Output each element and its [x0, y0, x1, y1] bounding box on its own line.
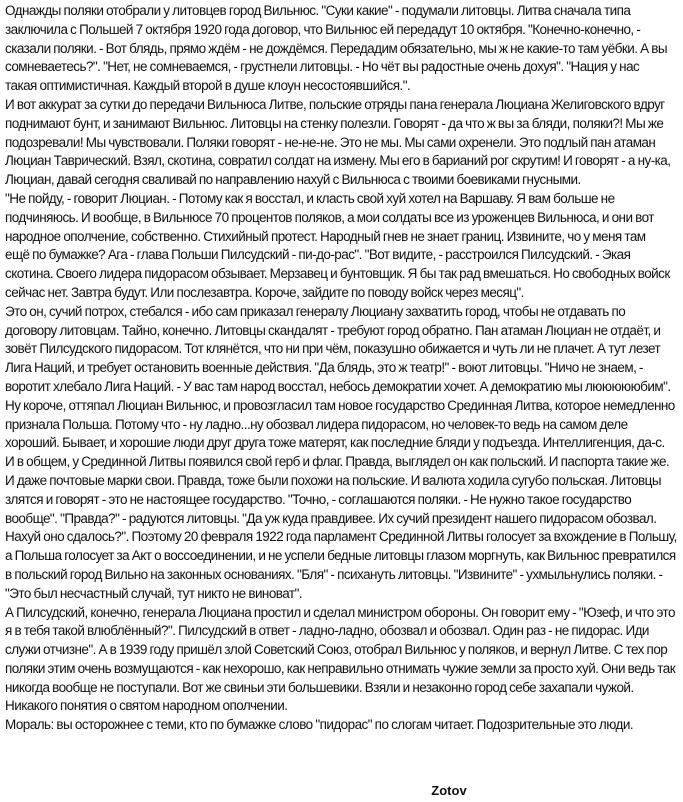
text-line: Лига Наций, и требует остановить военные действия. "Да блядь, это ж театр!" - воют литовцы. "Ничо не знаем, - [5, 360, 643, 376]
text-line: договору литовцам. Тайно, конечно. Литовцы скандалят - требуют город обратно. Пан атаман Люциан не отдаёт, и [5, 322, 661, 338]
text-line: Никакого понятия о святом народном ополчении. [5, 698, 288, 714]
text-line: Нахуй оно сдалось?". Поэтому 20 февраля 1922 года парламент Срединной Литвы голосует за вхождение в Польшу, [5, 529, 677, 545]
text-line: Люциан, давай сегодня сваливай по направлению нахуй с Вильнюса с твоими боевиками гнусными. [5, 172, 581, 188]
text-line: И даже почтовые марки свои. Правда, тоже были похожи на польские. И валюта ходила сугубо польская. Литовцы [5, 472, 661, 488]
text-line: Это он, сучий потрох, стебался - ибо сам приказал генералу Люциану захватить город, чтобы не отдавать по [5, 303, 626, 319]
text-line: я в тебя такой влюблённый?". Пилсудский в ответ - ладно-ладно, обозвал и обозвал. Один раз - не пидорас. Иди [5, 623, 649, 639]
text-line: скотина. Своего лидера пидорасом обзывает. Мерзавец и бунтовщик. Я бы так рад вмешаться. Но свободных войск [5, 266, 670, 282]
text-line: И вот аккурат за сутки до передачи Вильнюса Литве, польские отряды пана генерала Люциана Желиговского вдруг [5, 96, 665, 112]
text-line: подчиняюсь. И вообще, в Вильнюсе 70 процентов поляков, а мои солдаты все из уроженцев Вильнюса, и они вот [5, 209, 654, 225]
text-line: "Не пойду, - говорит Люциан. - Потому как я восстал, и класть свой хуй хотел на Варшаву. Я вам больше не [5, 190, 615, 206]
text-line: хороший. Бывает, и хорошие люди друг друга тоже матерят, как последние бляди у подъезда. Интеллигенция, да-с. [5, 435, 665, 451]
text-line: воротит хлебало Лига Наций. - У вас там народ восстал, небось демократии хочет. А демократию мы люююююбим". [5, 378, 671, 394]
text-line: вообще". "Правда?" - радуются литовцы. "Да уж куда правдивее. Их сучий президент нашего пидорасом обозвал. [5, 510, 657, 526]
text-line: сейчас нет. Завтра будут. Или послезавтра. Короче, зайдите по поводу войск через месяц". [5, 284, 524, 300]
text-line: "Это был несчастный случай, тут никто не виноват". [5, 585, 303, 601]
text-line: сомневаетесь?". "Нет, не сомневаемся, - грустнели литовцы. - Но чёт вы радостные очень дохуя". "Нация у нас [5, 59, 640, 75]
author-signature: Zotov [431, 783, 467, 798]
text-line: злятся и говорят - это не настоящее государство. "Точно, - соглашаются поляки. - Не нужно такое государство [5, 491, 632, 507]
text-line: народное ополчение, собственно. Стихийный протест. Народный гнев не знает границ. Извините, чо у меня там [5, 228, 646, 244]
text-line: служи отчизне". А в 1939 году пришёл злой Советский Союз, отобрал Вильнюс у поляков, и вернул Литве. С тех пор [5, 642, 668, 658]
text-line: поднимают бунт, и занимают Вильнюс. Литовцы на стенку полезли. Говорят - да что ж вы за бляди, поляки?! Мы же [5, 115, 664, 131]
text-line: сказали поляки. - Вот блядь, прямо ждём - не дождёмся. Передадим обязательно, мы ж не какие-то там уёбки. А вы [5, 40, 668, 56]
text-line: а Польша голосует за Акт о воссоединении, и не успели бедные литовцы глазом моргнуть, как Вильнюс превратился [5, 548, 676, 564]
text-line: И в общем, у Срединной Литвы появился свой герб и флаг. Правда, выглядел он как польский. И паспорта такие же. [5, 454, 670, 470]
text-line: подозревали! Мы чувствовали. Поляки говорят - не-не-не. Это не мы. Мы сами охренели. Это подлый пан атаман [5, 134, 656, 150]
text-line: ещё по бумажке? Ага - глава Польши Пилсудский - пи-до-рас". "Вот видите, - расстроился Пилсудский. - Экая [5, 247, 631, 263]
text-line: поляки этим очень возмущаются - как нехорошо, как неправильно отнимать чужие земли за просто хуй. Они ведь так [5, 660, 676, 676]
text-line: Однажды поляки отобрали у литовцев город Вильнюс. "Суки какие" - подумали литовцы. Литва сначала типа [5, 3, 631, 18]
text-line: признала Польша. Потому что - ну ладно...ну обозвал лидера пидорасом, но человек-то ведь на самом деле [5, 416, 628, 432]
text-line: Мораль: вы осторожнее с теми, кто по бумажке слово "пидорас" по слогам читает. Подозрительные это люди. [5, 717, 634, 733]
text-line: Ну короче, оттяпал Люциан Вильнюс, и провозгласил там новое государство Срединная Литва, которое немедленно [5, 397, 675, 413]
text-line: зовёт Пилсудского пидорасом. Тот клянётся, что ни при чём, показушно обижается и чуть ли не плачет. А тут лезет [5, 341, 661, 357]
text-line: такая оптимистичная. Каждый второй в душе клоун несостоявшийся.". [5, 78, 411, 94]
text-line: заключила с Польшей 7 октября 1920 года договор, что Вильнюс ей передадут 10 октября. "Конечно-конечно, - [5, 21, 641, 37]
text-line: А Пилсудский, конечно, генерала Люциана простил и сделал министром обороны. Он говорит ему - "Юзеф, и что это [5, 604, 675, 620]
text-line: Люциан Таврический. Взял, скотина, совратил солдат на измену. Мы его в барианий рог скрутим! И говорят - а ну-ка, [5, 153, 671, 169]
text-line: никогда вообще не поступали. Вот же свиньи эти большевики. Взяли и незаконно город себе захапали чужой. [5, 679, 634, 695]
text-line: в польский город Вильно на законных основаниях. "Бля" - психануть литовцы. "Извините" - ухмыльнулись поляки. - [5, 566, 663, 582]
